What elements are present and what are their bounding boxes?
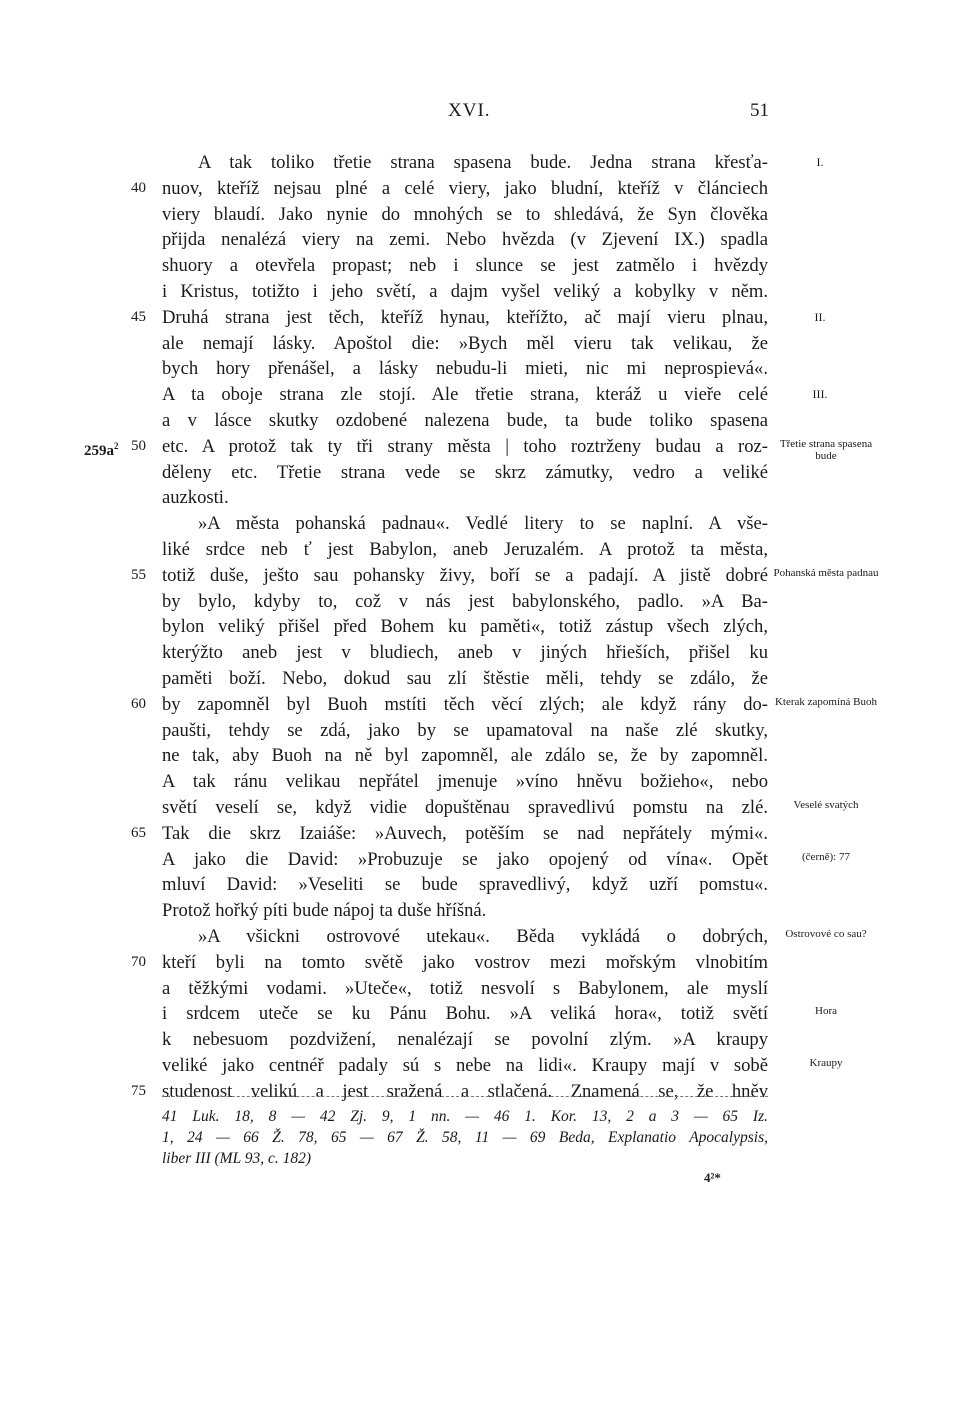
line-number: 70 xyxy=(131,953,146,970)
text-line xyxy=(0,1027,960,1053)
line-text: by bylo, kdyby to, což v nás jest babylonského, padlo. »A Ba- xyxy=(162,590,768,612)
text-line xyxy=(0,279,960,305)
line-text: Tak die skrz Izaiáše: »Auvech, potěším se nad nepřátely mými«. xyxy=(162,822,768,844)
line-text: A ta oboje strana zle stojí. Ale třetie strana, kteráž u vieře celé xyxy=(162,384,768,406)
folio-label: 259a xyxy=(84,442,114,459)
line-text: bylon veliký přišel před Bohem ku paměti«, totiž zástup všech zlých, xyxy=(162,616,768,638)
line-text: nuov, kteříž nejsau plné a celé viery, jako bludní, kteříž v článciech xyxy=(162,177,768,199)
text-line xyxy=(0,1001,960,1027)
line-text: etc. A protož tak ty tři strany města | toho roztrženy budau a roz- xyxy=(162,435,768,457)
printer-signature: 4²* xyxy=(704,1170,721,1185)
text-line xyxy=(0,640,960,666)
text-line xyxy=(0,795,960,821)
line-number: 50 xyxy=(131,437,146,454)
line-text: »A všickni ostrovové utekau«. Běda vykládá o dobrých, xyxy=(198,925,768,947)
line-number: 60 xyxy=(131,695,146,712)
text-line xyxy=(0,150,960,176)
text-line xyxy=(0,976,960,1002)
text-line xyxy=(0,769,960,795)
footnote-line: liber III (ML 93, c. 182) xyxy=(162,1150,312,1167)
line-text: A tak toliko třetie strana spasena bude. Jedna strana křesťa- xyxy=(198,152,768,173)
footnotes xyxy=(162,1106,768,1169)
line-text: děleny etc. Třetie strana vede se skrz zámutky, vedro a veliké xyxy=(162,461,768,483)
line-text: k nebesuom pozdvižení, nenalézají se povolní zlým. »A kraupy xyxy=(162,1029,768,1051)
line-number: 75 xyxy=(131,1082,146,1099)
text-line xyxy=(0,666,960,692)
text-line xyxy=(0,227,960,253)
text-line xyxy=(0,718,960,744)
margin-note: II. xyxy=(814,309,826,324)
folio-sup: 2 xyxy=(114,440,119,451)
text-line xyxy=(0,1079,960,1105)
line-text: A jako die David: »Probuzuje se jako opojený od vína«. Opět xyxy=(162,848,768,870)
line-text: auzkosti. xyxy=(162,487,229,509)
text-line xyxy=(0,898,960,924)
chapter-number: XVI. xyxy=(448,100,491,121)
margin-note: Ostrovové co sau? xyxy=(785,927,867,940)
line-text: a těžkými vodami. »Uteče«, totiž nesvolí s Babylonem, ale myslí xyxy=(162,977,768,999)
margin-note: Kterak zapomíná Buoh xyxy=(774,695,878,708)
text-line xyxy=(0,537,960,563)
margin-note: III. xyxy=(812,387,828,402)
margin-note: Pohanská města padnau xyxy=(773,566,879,579)
text-line xyxy=(0,872,960,898)
line-text: studenost velikú a jest sražená a stlačená. Znamená se, že hněv xyxy=(162,1080,768,1102)
text-line xyxy=(0,331,960,357)
text-line xyxy=(0,305,960,331)
line-text: i Kristus, totižto i jeho světí, a dajm vyšel veliký a kobylky v něm. xyxy=(162,280,768,302)
text-line xyxy=(0,382,960,408)
margin-note: Třetie strana spasena bude xyxy=(779,437,873,462)
line-text: bych hory přenášel, a lásky nebudu-li mieti, nic mi neprospievá«. xyxy=(162,358,768,380)
line-text: Protož hořký píti bude nápoj ta duše hříšná. xyxy=(162,900,487,922)
line-text: kteří byli na tomto světě jako vostrov mezi mořským vlnobitím xyxy=(162,951,768,973)
text-line xyxy=(0,950,960,976)
line-text: mluví David: »Veseliti se bude spravedlivý, když uzří pomstu«. xyxy=(162,874,768,896)
line-text: Druhá strana jest těch, kteříž hynau, kteřížto, ač mají vieru plnau, xyxy=(162,306,768,328)
text-line xyxy=(0,821,960,847)
line-text: A tak ránu velikau nepřátel jmenuje »víno hněvu božieho«, nebo xyxy=(162,771,768,793)
line-text: by zapomněl byl Buoh mstíti těch věcí zlých; ale když rány do- xyxy=(162,693,768,715)
line-text: shuory a otevřela propast; neb i slunce se jest zatmělo i hvězdy xyxy=(162,255,768,277)
line-text: ale nemají lásky. Apoštol die: »Bych měl vieru tak velikau, že xyxy=(162,332,768,354)
footnote-divider xyxy=(162,1096,768,1097)
line-text: paušti, tehdy se zdá, jako by se upamatoval na naše zlé skutky, xyxy=(162,719,768,741)
page-number: 51 xyxy=(750,100,769,121)
line-text: paměti boží. Nebo, dokud sau zlí štěstie měli, tehdy se zdálo, že xyxy=(162,667,768,689)
text-line xyxy=(0,614,960,640)
line-number: 65 xyxy=(131,824,146,841)
text-line xyxy=(0,202,960,228)
footnote-line: 1, 24 — 66 Ž. 78, 65 — 67 Ž. 58, 11 — 69 Beda, Explanatio Apocalypsis, xyxy=(162,1129,768,1146)
main-text xyxy=(0,150,960,1104)
margin-note: I. xyxy=(816,155,824,169)
text-line xyxy=(0,485,960,511)
line-text: a v lásce skutky ozdobené nalezena bude, ta bude toliko spasena xyxy=(162,409,768,431)
text-line xyxy=(0,460,960,486)
text-line xyxy=(0,408,960,434)
text-line xyxy=(0,743,960,769)
line-text: liké srdce neb ť jest Babylon, aneb Jeruzalém. A protož ta města, xyxy=(162,538,768,560)
line-number: 40 xyxy=(131,179,146,196)
line-text: i srdcem uteče se ku Pánu Bohu. »A veliká hora«, totiž světí xyxy=(162,1003,768,1025)
text-line xyxy=(0,511,960,537)
text-line xyxy=(0,176,960,202)
line-text: totiž duše, ješto sau pohansky živy, boří se a padají. A jistě dobré xyxy=(162,564,768,586)
line-text: veliké jako centnéř padaly sú s nebe na lidi«. Kraupy mají v sobě xyxy=(162,1054,768,1076)
text-line xyxy=(0,692,960,718)
line-text: viery blaudí. Jako nynie do mnohých se to shledává, že Syn člověka xyxy=(162,203,768,225)
line-text: ne tak, aby Buoh na ně byl zapomněl, ale zdálo se, že by zapomněl. xyxy=(162,745,768,767)
text-line xyxy=(0,563,960,589)
margin-note: Veselé svatých xyxy=(793,798,859,811)
text-line xyxy=(0,253,960,279)
line-number: 45 xyxy=(131,308,146,325)
footnote-line: 41 Luk. 18, 8 — 42 Zj. 9, 1 nn. — 46 1. Kor. 13, 2 a 3 — 65 Iz. xyxy=(162,1108,768,1125)
margin-note: (černě): 77 xyxy=(802,850,850,863)
text-line xyxy=(0,847,960,873)
line-text: přijda nenalézá viery na zemi. Nebo hvězda (v Zjevení IX.) spadla xyxy=(162,229,768,251)
text-line xyxy=(0,356,960,382)
line-text: světí veselí se, když vidie dopuštěnau spravedlivú pomstu na zlé. xyxy=(162,796,768,818)
page-header xyxy=(0,100,960,130)
text-line xyxy=(0,434,960,460)
line-text: »A města pohanská padnau«. Vedlé litery to se naplní. A vše- xyxy=(198,513,768,535)
line-text: kterýžto aneb jest v bludiech, aneb v jiných hřieších, přišel ku xyxy=(162,642,768,664)
margin-note: Kraupy xyxy=(809,1056,843,1069)
margin-note: Hora xyxy=(815,1005,837,1018)
line-number: 55 xyxy=(131,566,146,583)
text-line xyxy=(0,1053,960,1079)
text-line xyxy=(0,589,960,615)
text-line xyxy=(0,924,960,950)
